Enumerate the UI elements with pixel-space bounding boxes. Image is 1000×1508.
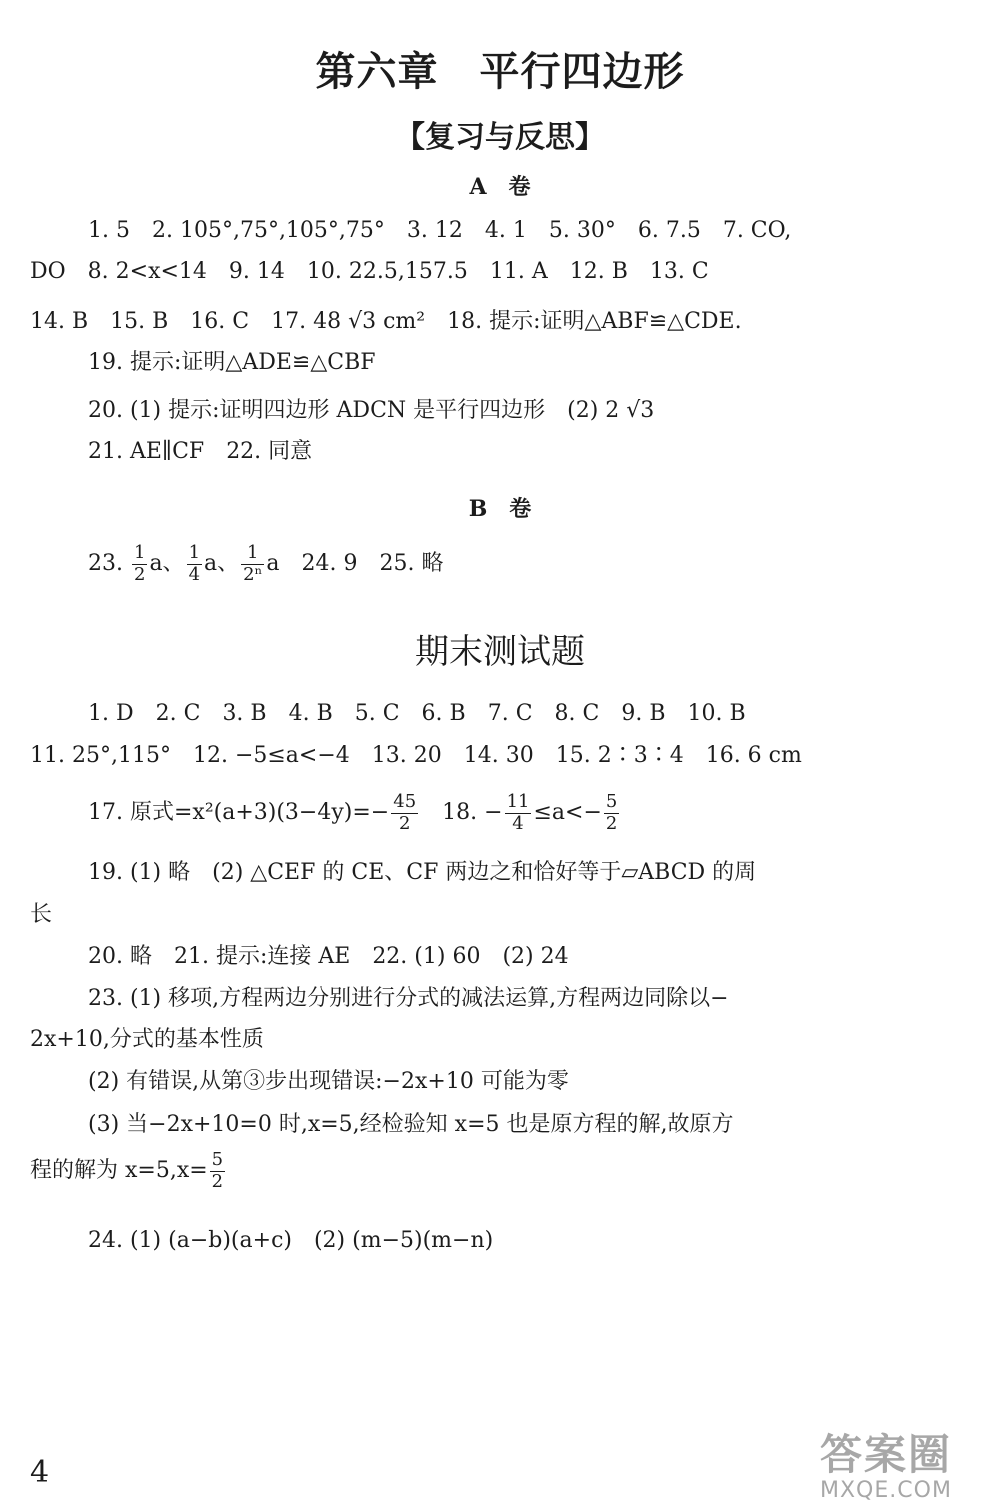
denominator: 2ⁿ (243, 563, 263, 585)
answer-text: 23. (88, 551, 130, 577)
answer-line: 19. (1) 略 (2) △CEF 的 CE、CF 两边之和恰好等于▱ABCD 的周 (88, 860, 757, 885)
denominator: 4 (188, 563, 201, 585)
answer-text: 18. − (420, 800, 503, 826)
answer-line: 20. (1) 提示:证明四边形 ADCN 是平行四边形 (2) 2 √3 (88, 398, 655, 423)
answer-line: 1. D 2. C 3. B 4. B 5. C 6. B 7. C 8. C 9. B 10. B (88, 701, 746, 726)
fraction (505, 792, 532, 834)
answer-line: (3) 当−2x+10=0 时,x=5,经检验知 x=5 也是原方程的解,故原方 (88, 1112, 734, 1137)
denominator: 2 (398, 812, 411, 834)
denominator: 2 (211, 1170, 224, 1192)
answer-line: 20. 略 21. 提示:连接 AE 22. (1) 60 (2) 24 (88, 944, 569, 969)
answer-line: 19. 提示:证明△ADE≌△CBF (88, 350, 376, 375)
fraction (391, 792, 418, 834)
denominator: 2 (133, 563, 146, 585)
answer-line-q17-q18 (88, 792, 621, 834)
watermark-logo (820, 1422, 990, 1502)
answer-text: ≤a<− (533, 800, 602, 826)
answer-line: 11. 25°,115° 12. −5≤a<−4 13. 20 14. 30 15. 2∶3∶4 16. 6 cm (30, 743, 802, 768)
denominator: 2 (605, 812, 618, 834)
fraction (132, 543, 147, 585)
answer-line: 14. B 15. B 16. C 17. 48 √3 cm² 18. 提示:证明△ABF≌△CDE. (30, 309, 742, 334)
answer-line-q23-3-end (30, 1150, 227, 1192)
answer-line-q23 (88, 543, 443, 585)
numerator: 5 (605, 791, 618, 812)
volume-b-label: B 卷 (468, 496, 532, 522)
answer-line: 2x+10,分式的基本性质 (30, 1027, 264, 1052)
fraction (187, 543, 202, 585)
watermark-url: MXQE.COM (820, 1478, 952, 1503)
fraction (604, 792, 619, 834)
volume-a-label: A 卷 (469, 174, 531, 200)
numerator: 5 (211, 1149, 224, 1170)
answer-line: 24. (1) (a−b)(a+c) (2) (m−5)(m−n) (88, 1228, 494, 1253)
fraction (210, 1150, 225, 1192)
watermark-chars: 答案圈 (820, 1430, 953, 1479)
answer-line: 21. AE∥CF 22. 同意 (88, 439, 313, 464)
numerator: 1 (241, 543, 264, 565)
chapter-title: 第六章 平行四边形 (315, 49, 685, 95)
numerator: 11 (506, 791, 530, 812)
exam-title: 期末测试题 (415, 632, 585, 672)
numerator: 45 (393, 791, 417, 812)
answer-text: a、 (204, 551, 240, 577)
fraction (241, 543, 264, 585)
answer-text: 24. 9 25. 略 (279, 551, 444, 577)
answer-text: a、 (149, 551, 185, 577)
numerator: 1 (188, 542, 201, 563)
answer-text: a (266, 551, 280, 577)
denominator: 4 (512, 812, 524, 834)
answer-text: 17. 原式=x²(a+3)(3−4y)=− (88, 800, 390, 826)
review-heading: 【复习与反思】 (395, 120, 605, 155)
page-number: 4 (30, 1455, 50, 1490)
numerator: 1 (133, 542, 146, 563)
answer-line: 1. 5 2. 105°,75°,105°,75° 3. 12 4. 1 5. 30° 6. 7.5 7. CO, (88, 218, 792, 243)
answer-line: (2) 有错误,从第③步出现错误:−2x+10 可能为零 (88, 1069, 569, 1094)
answer-text: 程的解为 x=5,x= (30, 1158, 208, 1184)
answer-line: 23. (1) 移项,方程两边分别进行分式的减法运算,方程两边同除以− (88, 986, 729, 1011)
answer-line: DO 8. 2<x<14 9. 14 10. 22.5,157.5 11. A 12. B 13. C (30, 259, 709, 284)
answer-line: 长 (30, 902, 53, 927)
